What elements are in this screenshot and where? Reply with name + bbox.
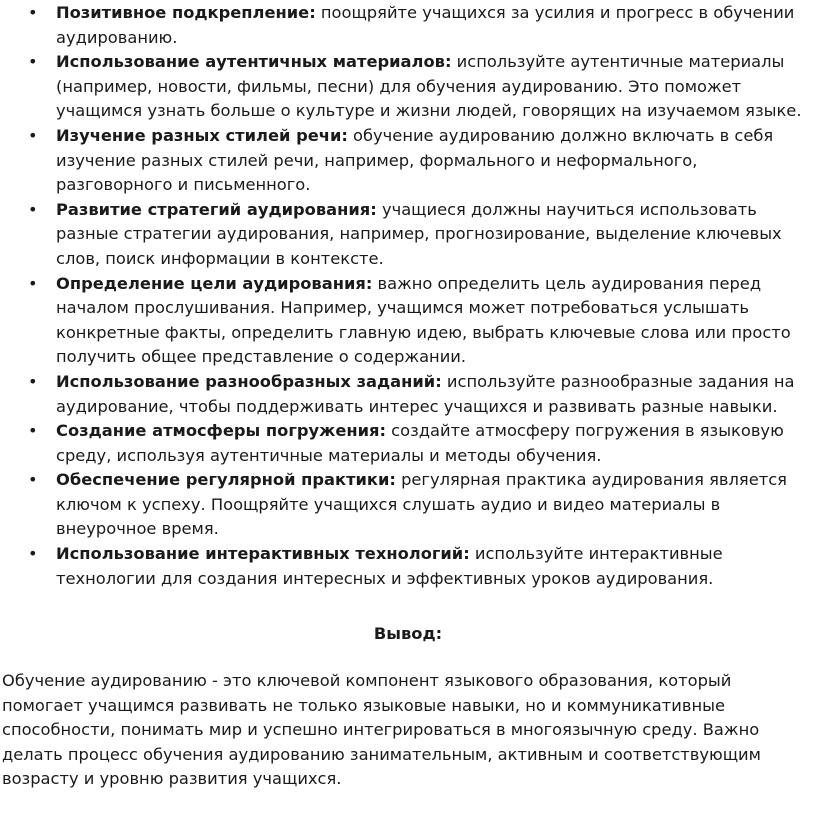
conclusion-heading: Вывод:: [373, 624, 443, 643]
list-item: [0, 542, 816, 591]
tip-text: важно определить цель аудирования перед началом прослушивания. Например, учащимся может потребоваться услышать конкретные факты, определить главную идею, выбрать ключевые слова или просто получить общее представление о содержании.: [56, 273, 791, 367]
tip-text: регулярная практика аудирования является ключом к успеху. Поощряйте учащихся слушать аудио и видео материалы в внеурочное время.: [56, 470, 787, 539]
bullet-icon: •: [28, 125, 38, 145]
list-item: [0, 272, 816, 370]
list-item: [0, 198, 816, 272]
list-item: [0, 468, 816, 542]
tip-term: Изучение разных стилей речи:: [56, 125, 348, 145]
tip-term: Использование аутентичных материалов:: [56, 52, 452, 72]
bullet-icon: •: [28, 544, 38, 564]
bullet-icon: •: [28, 3, 38, 22]
tips-list: [0, 1, 816, 591]
tip-term: Создание атмосферы погружения:: [56, 421, 386, 441]
tip-text: учащиеся должны научиться использовать разные стратегии аудирования, например, прогнозирование, выделение ключевых слов, поиск информации в контексте.: [56, 199, 782, 268]
tip-text: создайте атмосферу погружения в языковую среду, используя аутентичные материалы и методы обучения.: [56, 421, 784, 465]
bullet-icon: •: [28, 273, 38, 293]
tip-term: Использование интерактивных технологий:: [56, 544, 470, 564]
bullet-icon: •: [28, 470, 38, 490]
tip-term: Обеспечение регулярной практики:: [56, 470, 396, 490]
bullet-icon: •: [28, 52, 38, 72]
tip-text: поощряйте учащихся за усилия и прогресс в обучении аудированию.: [56, 3, 795, 47]
bullet-icon: •: [28, 371, 38, 391]
tip-term: Определение цели аудирования:: [56, 273, 373, 293]
list-item: [0, 1, 816, 50]
bullet-icon: •: [28, 421, 38, 441]
tip-text: обучение аудированию должно включать в себя изучение разных стилей речи, например, формального и неформального, разговорного и письменного.: [56, 125, 774, 195]
tip-text: используйте интерактивные технологии для создания интересных и эффективных уроков аудирования.: [56, 544, 723, 588]
conclusion-paragraph: Обучение аудированию - это ключевой компонент языкового образования, который помогает учащимся развивать не только языковые навыки, но и коммуникативные способности, понимать мир и успешно интегрироваться в многоязычную среду. Важно делать процесс обучения аудированию занимательным, активным и соответствующим возрасту и уровню развития учащихся.: [2, 671, 761, 789]
tip-text: используйте аутентичные материалы (например, новости, фильмы, песни) для обучения аудированию. Это поможет учащимся узнать больше о культуре и жизни людей, говорящих на изучаемом языке.: [56, 52, 802, 121]
list-item: [0, 50, 816, 124]
list-item: [0, 419, 816, 468]
tip-term: Развитие стратегий аудирования:: [56, 199, 377, 219]
list-item: [0, 370, 816, 419]
tip-term: Позитивное подкрепление:: [56, 3, 316, 22]
list-item: [0, 124, 816, 198]
tip-term: Использование разнообразных заданий:: [56, 371, 442, 391]
tip-text: используйте разнообразные задания на аудирование, чтобы поддерживать интерес учащихся и развивать разные навыки.: [56, 371, 795, 416]
bullet-icon: •: [28, 199, 38, 219]
